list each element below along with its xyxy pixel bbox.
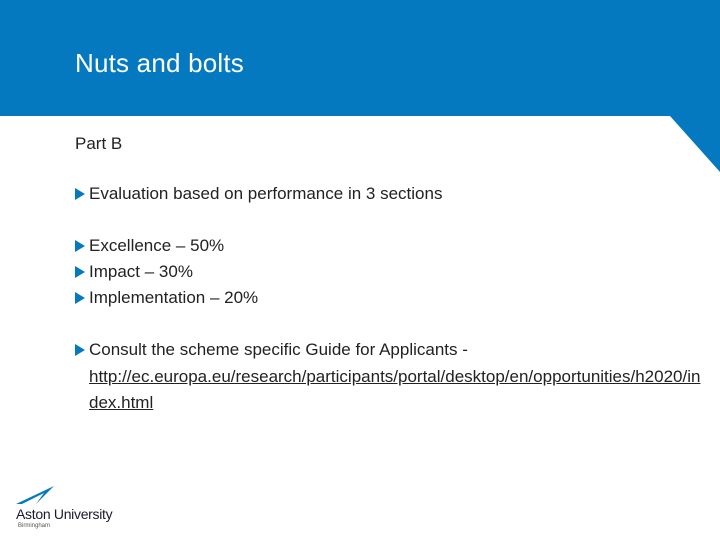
bullet-consult-guide: [75, 340, 468, 360]
triangle-right-icon: [75, 344, 85, 356]
aston-university-logo: [14, 484, 126, 530]
bullet-evaluation: [75, 184, 442, 204]
triangle-right-icon: [75, 266, 85, 278]
guide-link[interactable]: http://ec.europa.eu/research/participants/portal/desktop/en/opportunities/h2020/index.html: [89, 367, 701, 412]
bullet-excellence: [75, 236, 224, 256]
bullet-text: Implementation – 20%: [89, 288, 259, 307]
triangle-right-icon: [75, 292, 85, 304]
triangle-right-icon: [75, 240, 85, 252]
logo-name: Aston University: [16, 506, 113, 522]
slide-title: Nuts and bolts: [75, 48, 245, 78]
title-banner: [0, 0, 720, 116]
bullet-implementation: [75, 288, 258, 308]
slide-subtitle: Part B: [75, 134, 123, 153]
bullet-impact: [75, 262, 193, 282]
bullet-text: Impact – 30%: [89, 262, 193, 281]
aston-logo-mark-icon: [14, 484, 56, 506]
logo-sub: Birmingham: [18, 523, 51, 529]
guide-link-block: [89, 364, 709, 416]
bullet-text: Consult the scheme specific Guide for Applicants -: [89, 340, 468, 359]
bullet-text: Excellence – 50%: [89, 236, 225, 255]
triangle-right-icon: [75, 188, 85, 200]
banner-corner-fold: [670, 116, 720, 172]
bullet-text: Evaluation based on performance in 3 sections: [89, 184, 443, 203]
